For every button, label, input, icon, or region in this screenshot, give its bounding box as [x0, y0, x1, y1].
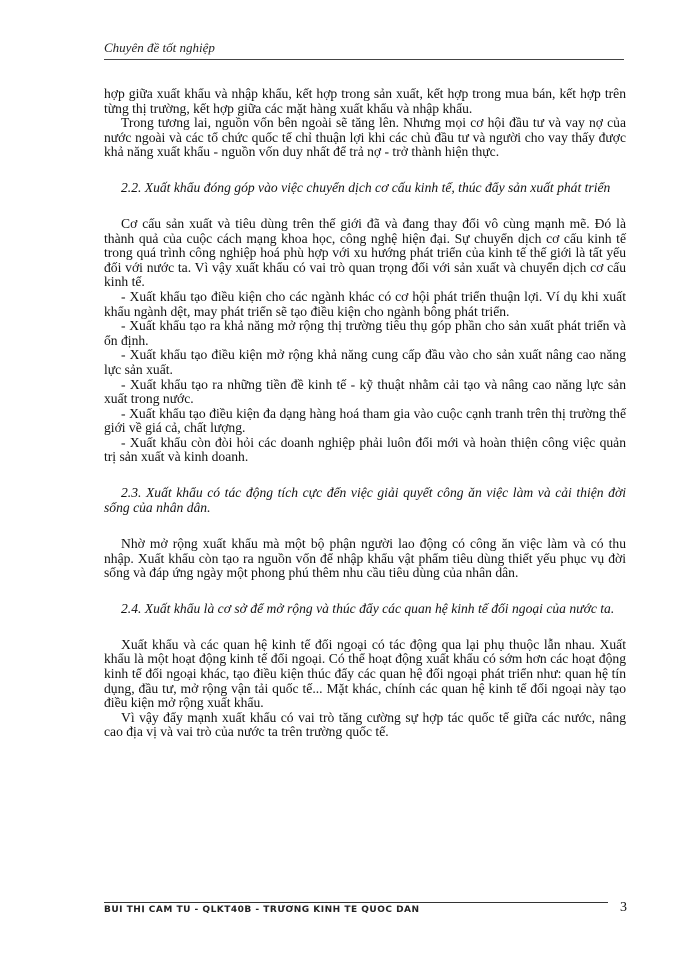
document-body — [104, 87, 626, 740]
section-heading-2-3: 2.3. Xuất khẩu có tác động tích cực đến việc giải quyết công ăn việc làm và cải thiện đời sống của nhân dân. — [104, 485, 626, 516]
footer-text: BÙI THỊ CẨM TÚ - QLKT40B - TRƯỜNG KINH TẾ QUỐC DÂN — [104, 905, 420, 913]
bullet-item: - Xuất khẩu tạo ra khả năng mở rộng thị trường tiêu thụ góp phần cho sản xuất phát triển và ổn định. — [104, 318, 626, 348]
running-header: Chuyên đề tốt nghiệp — [104, 40, 624, 60]
paragraph: Vì vậy đẩy mạnh xuất khẩu có vai trò tăng cường sự hợp tác quốc tế giữa các nước, nâng cao địa vị và vai trò của nước ta trên trường quốc tế. — [104, 709, 626, 740]
bullet-item: - Xuất khẩu tạo ra những tiền đề kinh tế - kỹ thuật nhằm cải tạo và nâng cao năng lực sản xuất trong nước. — [104, 376, 626, 407]
paragraph: hợp giữa xuất khẩu và nhập khẩu, kết hợp trong sản xuất, kết hợp trong mua bán, kết hợp trên từng thị trường, kết hợp giữa các mặt hàng xuất khẩu và nhập khẩu. — [104, 86, 626, 116]
bullet-item: - Xuất khẩu tạo điều kiện đa dạng hàng hoá tham gia vào cuộc cạnh tranh trên thị trường thế giới về giá cả, chất lượng. — [104, 405, 626, 436]
section-heading-2-2: 2.2. Xuất khẩu đóng góp vào việc chuyển dịch cơ cấu kinh tế, thúc đẩy sản xuất phát triển — [121, 179, 611, 195]
bullet-item: - Xuất khẩu tạo điều kiện mở rộng khả năng cung cấp đầu vào cho sản xuất nâng cao năng lực sản xuất. — [104, 347, 626, 377]
paragraph: Nhờ mở rộng xuất khẩu mà một bộ phận người lao động có công ăn việc làm và có thu nhập. Xuất khẩu còn tạo ra nguồn vốn để nhập khẩu vật phẩm tiêu dùng thiết yếu phục vụ đời sống và đáp ứng ngày một phong phú thêm nhu cầu tiêu dùng của nhân dân. — [104, 536, 626, 581]
paragraph: Cơ cấu sản xuất và tiêu dùng trên thế giới đã và đang thay đổi vô cùng mạnh mẽ. Đó là thành quả của cuộc cách mạng khoa học, công nghệ hiện đại. Sự chuyển dịch cơ cấu kinh tế trong quá trình công nghiệp hoá phù hợp với xu hướng phát triển của kinh tế thế giới là tất yếu đối với nước ta. Vì vậy xuất khẩu có vai trò quan trọng đối với sản xuất và chuyển dịch cơ cấu kinh tế. — [104, 215, 626, 290]
bullet-item: - Xuất khẩu tạo điều kiện cho các ngành khác có cơ hội phát triển thuận lợi. Ví dụ khi xuất khẩu ngành dệt, may phát triển sẽ tạo điều kiện cho ngành bông phát triển. — [104, 288, 626, 319]
paragraph: Xuất khẩu và các quan hệ kinh tế đối ngoại có tác động qua lại phụ thuộc lẫn nhau. Xuất khẩu là một hoạt động kinh tế đối ngoại. Có thể hoạt động xuất khẩu có sớm hơn các hoạt động kinh tế đối ngoại khác, tạo điều kiện thúc đẩy các quan hệ đối ngoại phát triển như: quan hệ tín dụng, đầu tư, mở rộng vận tải quốc tế... Mặt khác, chính các quan hệ kinh tế đối ngoại này tạo điều kiện mở rộng xuất khẩu. — [104, 636, 626, 711]
footer-divider — [104, 902, 608, 903]
bullet-item: - Xuất khẩu còn đòi hỏi các doanh nghiệp phải luôn đổi mới và hoàn thiện công việc quản trị sản xuất và kinh doanh. — [104, 434, 626, 465]
section-heading-2-4: 2.4. Xuất khẩu là cơ sở để mở rộng và thúc đẩy các quan hệ kinh tế đối ngoại của nước ta. — [121, 600, 615, 616]
page-number: 3 — [620, 900, 627, 915]
paragraph: Trong tương lai, nguồn vốn bên ngoài sẽ tăng lên. Nhưng mọi cơ hội đầu tư và vay nợ của nước ngoài và các tổ chức quốc tế chỉ thuận lợi khi các chủ đầu tư và người cho vay thấy được khả năng xuất khẩu - nguồn vốn duy nhất để trả nợ - trở thành hiện thực. — [104, 115, 626, 160]
